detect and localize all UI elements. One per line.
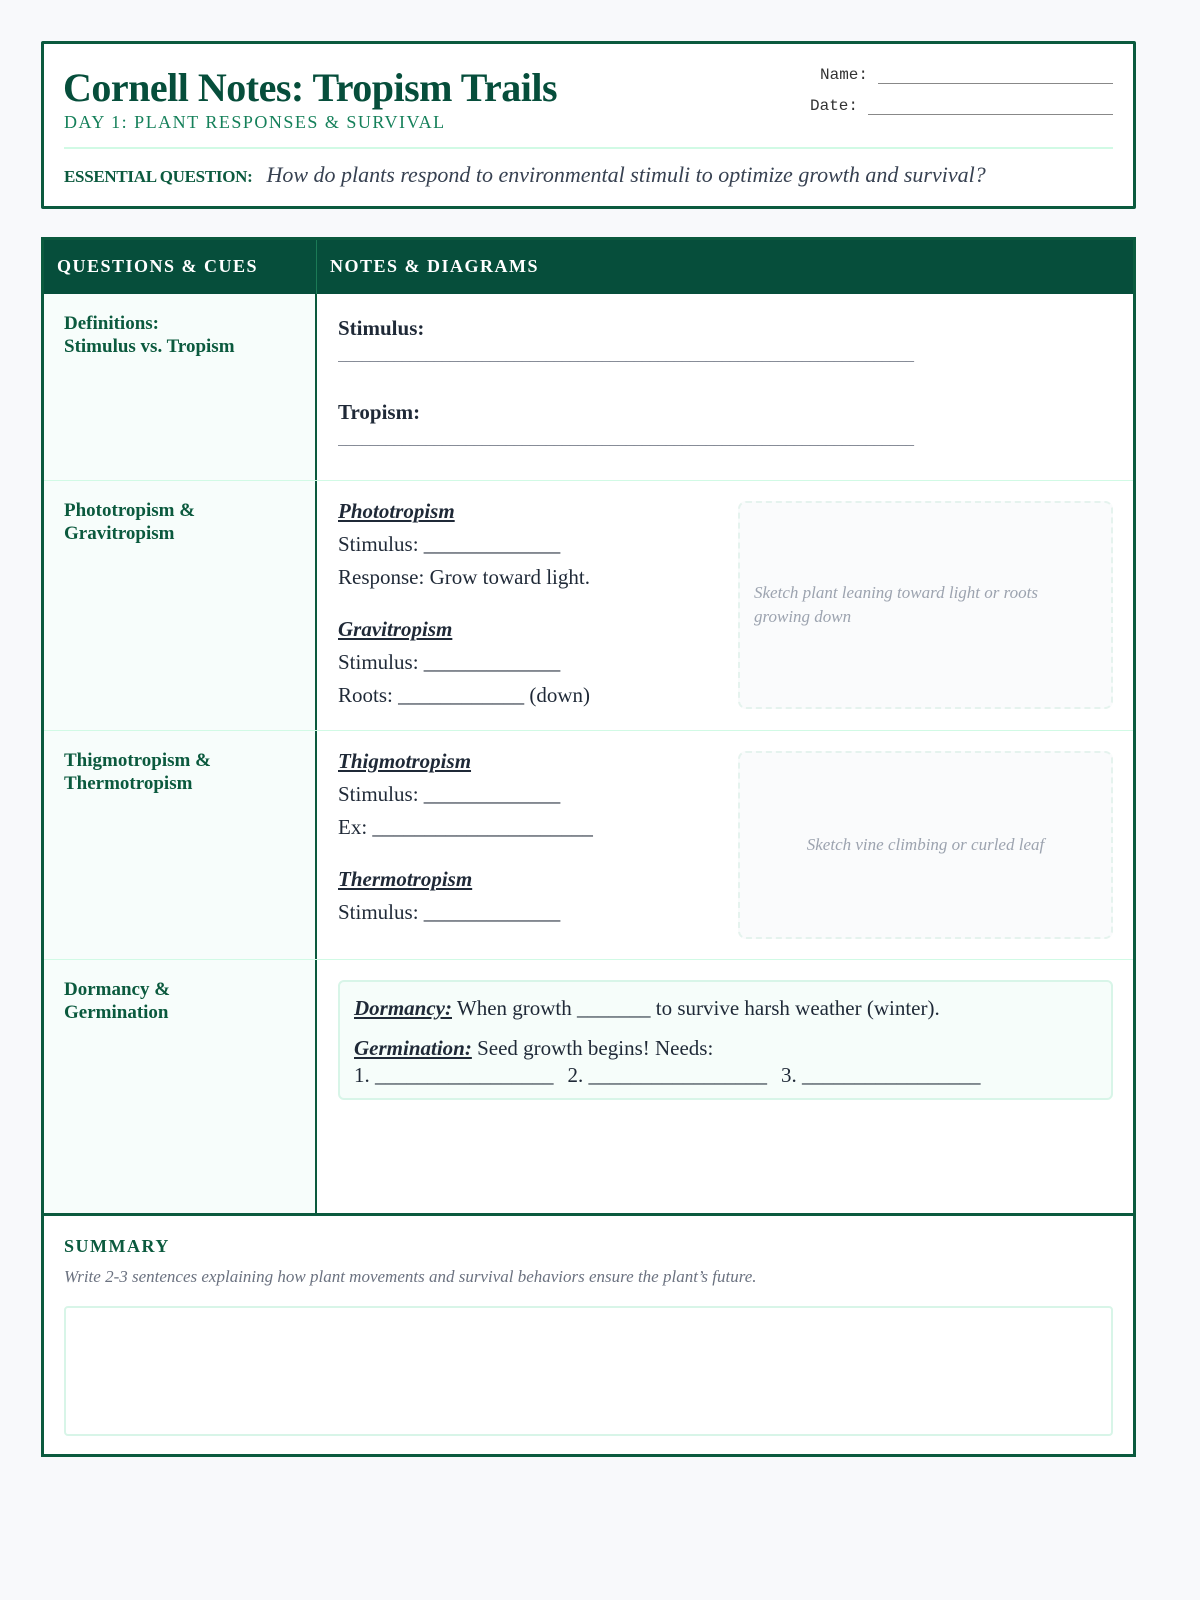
column-divider [316, 240, 317, 294]
stimulus-label: Stimulus: [338, 316, 425, 340]
cue-text: Gravitropism [64, 523, 175, 544]
need-blank-3[interactable]: 3. _________________ [781, 1063, 981, 1087]
summary-section [44, 1213, 1133, 1454]
term-thermotropism: Thermotropism [338, 867, 473, 891]
cue-cell [44, 960, 317, 1213]
date-line[interactable] [868, 101, 1113, 115]
need-blank-2[interactable]: 2. _________________ [567, 1063, 767, 1087]
table-row-definitions [44, 294, 1133, 481]
summary-prompt: Write 2-3 sentences explaining how plant movements and survival behaviors ensure the plant’s future. [64, 1267, 757, 1286]
divider [64, 147, 1113, 149]
name-line[interactable] [878, 70, 1113, 84]
tropism-blank[interactable]: ________________________________________________________________________ [338, 431, 914, 448]
table-row-photo-gravi [44, 481, 1133, 731]
col-header-notes: NOTES & DIAGRAMS [330, 256, 540, 276]
tropism-label: Tropism: [338, 400, 421, 424]
sketch-box[interactable] [738, 751, 1113, 939]
summary-title: SUMMARY [64, 1236, 170, 1256]
cue-text: Phototropism & [64, 500, 196, 521]
term-dormancy: Dormancy: [354, 996, 452, 1020]
stimulus-blank[interactable]: ________________________________________________________________________ [338, 347, 914, 364]
table-header [44, 240, 1133, 294]
table-row-dormancy [44, 960, 1133, 1213]
sketch-box[interactable] [738, 501, 1113, 709]
col-header-cues: QUESTIONS & CUES [57, 256, 259, 276]
cue-text: Thermotropism [64, 773, 193, 794]
page-title: Cornell Notes: Tropism Trails [63, 65, 558, 110]
note-line[interactable]: Stimulus: _____________ [338, 650, 561, 674]
header-card [41, 41, 1136, 209]
essential-question [64, 162, 986, 188]
notes-cell [338, 960, 1113, 1213]
dormancy-box [338, 980, 1113, 1100]
cue-cell [44, 294, 317, 480]
page-subtitle: DAY 1: PLANT RESPONSES & SURVIVAL [64, 112, 446, 132]
term-germination: Germination: [354, 1036, 472, 1060]
term-gravitropism: Gravitropism [338, 617, 453, 641]
need-blank-1[interactable]: 1. _________________ [354, 1063, 554, 1087]
table-row-thigmo-thermo [44, 731, 1133, 960]
notes-cell [338, 731, 1113, 959]
note-line[interactable]: When growth _______ to survive harsh weather (winter). [452, 996, 940, 1020]
cornell-table [41, 237, 1136, 1457]
term-thigmotropism: Thigmotropism [338, 749, 472, 773]
name-label: Name: [819, 66, 868, 84]
note-line[interactable]: Stimulus: _____________ [338, 532, 561, 556]
date-label: Date: [809, 97, 858, 115]
note-line[interactable]: Stimulus: _____________ [338, 900, 561, 924]
summary-input[interactable] [64, 1306, 1113, 1436]
cue-text: Definitions: [64, 313, 159, 334]
name-field[interactable] [820, 66, 1113, 84]
note-line: Seed growth begins! Needs: [471, 1036, 714, 1060]
sketch-hint: Sketch plant leaning toward light or roots growing down [754, 583, 1038, 626]
note-line[interactable]: Stimulus: _____________ [338, 782, 561, 806]
sketch-hint: Sketch vine climbing or curled leaf [806, 835, 1045, 854]
date-field[interactable] [810, 97, 1113, 115]
term-phototropism: Phototropism [338, 499, 455, 523]
essential-question-label: ESSENTIAL QUESTION: [64, 167, 253, 186]
notes-cell [338, 294, 1113, 480]
note-line[interactable]: Roots: ____________ (down) [338, 683, 590, 707]
cue-cell [44, 481, 317, 730]
note-line: Response: Grow toward light. [338, 565, 590, 589]
essential-question-text: How do plants respond to environmental stimuli to optimize growth and survival? [266, 162, 986, 187]
cue-cell [44, 731, 317, 959]
cue-text: Stimulus vs. Tropism [64, 336, 235, 357]
notes-cell [338, 481, 1113, 730]
cue-text: Thigmotropism & [64, 750, 211, 771]
cue-text: Germination [64, 1002, 169, 1023]
cue-text: Dormancy & [64, 979, 171, 1000]
note-line[interactable]: Ex: _____________________ [338, 815, 593, 839]
